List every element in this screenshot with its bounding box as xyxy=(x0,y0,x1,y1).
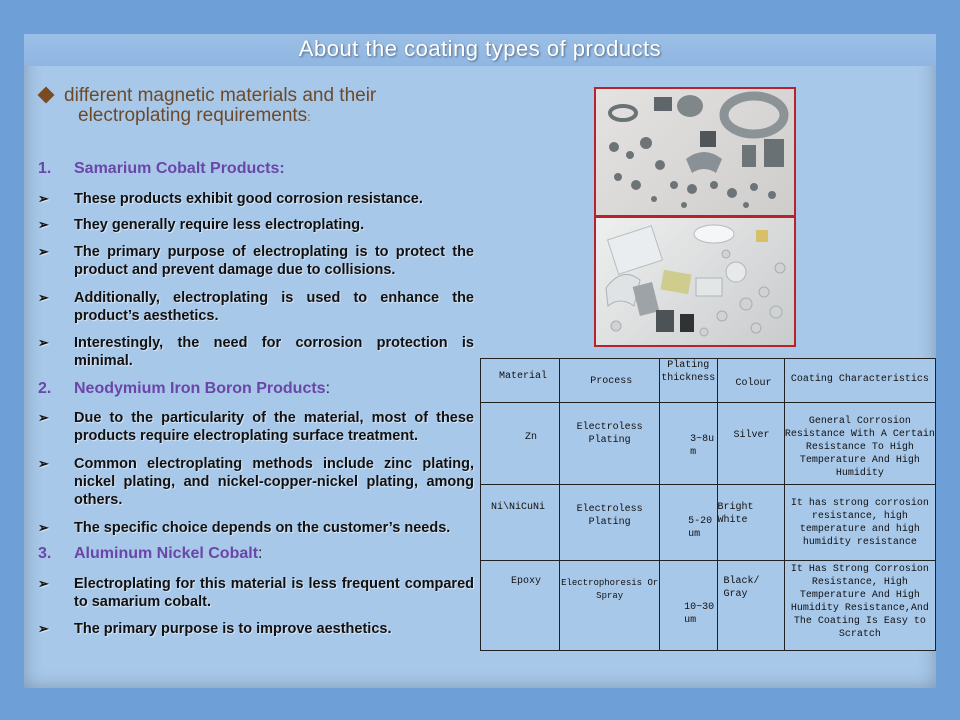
section-heading-1 xyxy=(38,160,285,178)
header-cell: Colour xyxy=(717,359,784,403)
table-cell: 10~30um xyxy=(660,561,717,651)
table-cell: It Has Strong Corrosion Resistance, High Temperature And High Humidity Resistance,And The Coating Is Easy to Scratch xyxy=(784,561,935,651)
headline xyxy=(38,86,468,127)
slide xyxy=(24,34,936,688)
list-item-text: The primary purpose of electroplating is to protect the product and prevent damage due to collisions. xyxy=(74,244,474,278)
section-title: Samarium Cobalt Products: xyxy=(74,160,285,177)
list-item-text: The primary purpose is to improve aesthetics. xyxy=(74,621,392,637)
slide-title: About the coating types of products xyxy=(298,36,662,61)
table-row xyxy=(481,485,936,561)
header-cell: Process xyxy=(560,359,660,403)
table-cell: Black/ Gray xyxy=(717,561,784,651)
magnet-products-photo xyxy=(594,87,796,347)
header-cell: Plating thickness xyxy=(660,359,717,403)
list-item-text: Due to the particularity of the material, most of these products require electroplating surface treatment. xyxy=(74,410,474,444)
section-number: 1. xyxy=(38,160,52,177)
list-item-text: These products exhibit good corrosion resistance. xyxy=(74,191,423,207)
table-cell: Silver xyxy=(717,403,784,485)
table-cell: Electrophoresis Or Spray xyxy=(560,561,660,651)
section-colon: : xyxy=(258,545,263,562)
list-item-text: Interestingly, the need for corrosion protection is minimal. xyxy=(74,335,474,369)
table-header-row xyxy=(481,359,936,403)
table-cell: Epoxy xyxy=(481,561,560,651)
arrow-bullet-icon: ➢ xyxy=(38,191,49,206)
table-cell: Bright White xyxy=(717,485,784,561)
section-title: Aluminum Nickel Cobalt xyxy=(74,545,259,562)
table-row xyxy=(481,403,936,485)
diamond-bullet-icon xyxy=(38,87,55,104)
arrow-bullet-icon: ➢ xyxy=(38,217,49,232)
arrow-bullet-icon: ➢ xyxy=(38,576,49,591)
table-cell: Zn xyxy=(481,403,560,485)
table-cell: 3~8um xyxy=(660,403,717,485)
table-cell: It has strong corrosion resistance, high temperature and high humidity resistance xyxy=(784,485,935,561)
arrow-bullet-icon: ➢ xyxy=(38,290,49,305)
table-cell: General Corrosion Resistance With A Certain Resistance To High Temperature And High Humidity xyxy=(784,403,935,485)
list-item-text: Additionally, electroplating is used to enhance the product’s aesthetics. xyxy=(74,290,474,324)
arrow-bullet-icon: ➢ xyxy=(38,335,49,350)
headline-colon: : xyxy=(307,110,311,124)
coating-table xyxy=(480,358,936,651)
arrow-bullet-icon: ➢ xyxy=(38,244,49,259)
section-heading-3 xyxy=(38,545,262,563)
arrow-bullet-icon: ➢ xyxy=(38,410,49,425)
table-cell: Electroless Plating xyxy=(560,403,660,485)
arrow-bullet-icon: ➢ xyxy=(38,621,49,636)
section-heading-2 xyxy=(38,380,330,398)
list-item-text: The specific choice depends on the customer’s needs. xyxy=(74,520,451,536)
list-item-text: Electroplating for this material is less frequent compared to samarium cobalt. xyxy=(74,576,474,610)
section-colon: : xyxy=(325,380,331,397)
section-number: 2. xyxy=(38,380,52,397)
neodymium-magnets-image xyxy=(596,218,794,345)
header-cell: Material xyxy=(481,359,560,403)
list-item-text: They generally require less electroplating. xyxy=(74,217,365,233)
section-title: Neodymium Iron Boron Products xyxy=(74,380,326,397)
arrow-bullet-icon: ➢ xyxy=(38,456,49,471)
list-item-text: Common electroplating methods include zinc plating, nickel plating, and nickel-copper-nickel plating, among others. xyxy=(74,456,474,508)
title-bar xyxy=(24,34,936,66)
table-cell: Electroless Plating xyxy=(560,485,660,561)
table-cell: Ni\NiCuNi xyxy=(481,485,560,561)
table-row xyxy=(481,561,936,651)
arrow-bullet-icon: ➢ xyxy=(38,520,49,535)
header-cell: Coating Characteristics xyxy=(784,359,935,403)
section-number: 3. xyxy=(38,545,52,562)
sintered-magnets-image xyxy=(596,89,794,218)
headline-line2: electroplating requirements xyxy=(78,105,308,126)
headline-line1: different magnetic materials and their xyxy=(64,85,377,106)
table-cell: 5-20um xyxy=(660,485,717,561)
